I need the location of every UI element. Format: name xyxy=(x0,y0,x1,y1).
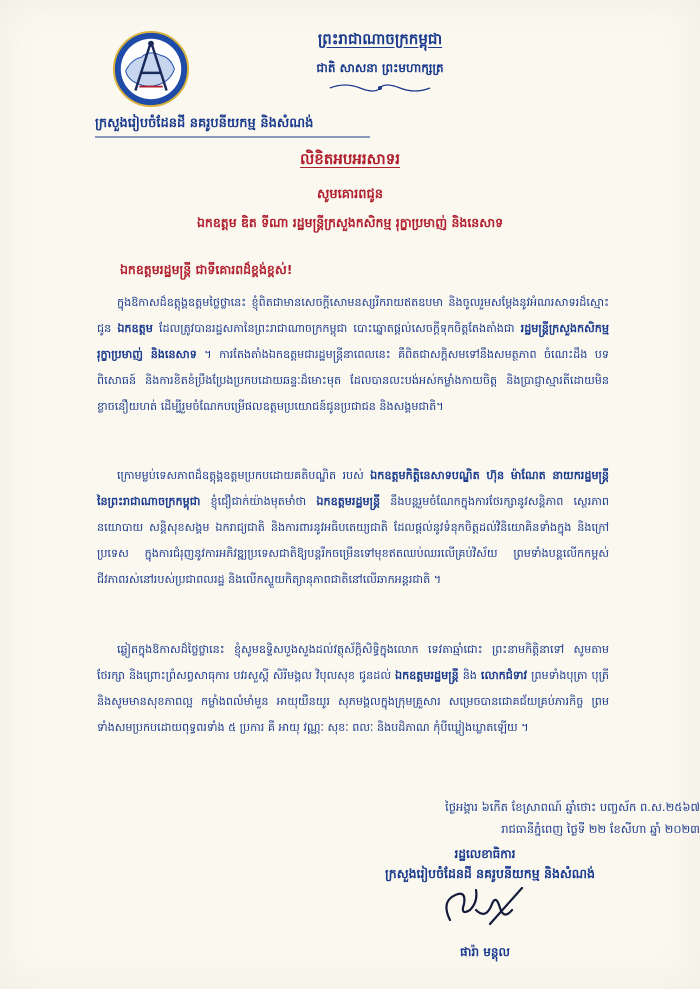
signer-organization: ក្រសួងរៀបចំដែនដី នគរូបនីយកម្ម និងសំណង់ xyxy=(385,866,595,881)
p3-text-a: ឆ្លៀតក្នុងឱកាសដ៏ថ្លៃថ្លានេះ ខ្ញុំសូមឧទ្ទិសបួងសួងដល់វត្ថុស័ក្តិសិទ្ធិក្នុងលោក ទេវតាឆ្មាំជោះ ព្រះនាមកិត្តិនាទៅ សូមតាមថែរក្សា និងព្រោះព្រំសព្វសាធុការ បវរសួស្តី សិរីមង្គល វិបុលសុខ ជូនដល់ xyxy=(97,643,609,682)
p2-text-e: នឹងបន្តរួមចំណែកក្នុងការថែរក្សានូវសន្តិភាព ស្ថេរភាពនយោបាយ សន្តិសុខសង្គម ឯករាជ្យជាតិ និងការពារនូវអធិបតេយ្យជាតិ ដែលផ្តល់នូវទំនុកចិត្តដល់វិនិយោគិនទាំងក្នុង និងក្រៅប្រទេស ក្នុងការជំរុញនូវការអភិវឌ្ឍប្រទេសជាតិឱ្យបន្តរីកចម្រើនទៅមុខឥតឈប់ឈរលើគ្រប់វិស័យ ព្រមទាំងបន្តលើកកម្ពស់ជីវភាពរស់នៅរបស់ប្រជាពលរដ្ឋ និងលើកស្ទួយកិត្យានុភាពជាតិនៅលើឆាកអន្តរជាតិ ។ xyxy=(97,495,610,586)
p1-text-a: ក្នុងឱកាសដ៏ឧត្តុង្គឧត្តមថ្លៃថ្លានេះ ខ្ញុំពិតជាមានសេចក្តីសោមនស្សរីករាយឥតឧបមា និងចូលរួមសម្តែងនូវអំណរសាទរដ៏ស្មោះ ជូន xyxy=(97,296,609,335)
kingdom-name: ព្រះរាជាណាចក្រកម្ពុជា xyxy=(317,30,443,48)
kingdom-header xyxy=(230,30,530,98)
ministry-seal-logo xyxy=(112,30,190,108)
paragraph-1 xyxy=(97,290,609,420)
signer-title: រដ្ឋលេខាធិការ xyxy=(454,847,516,861)
solar-date: រាជធានីភ្នំពេញ ថ្ងៃទី ២២ ខែសីហា ឆ្នាំ ២០២៣ xyxy=(501,822,700,836)
p2-text-c: ខ្ញុំជឿជាក់យ៉ាងមុតមាំថា xyxy=(210,495,307,508)
paragraph-2 xyxy=(97,463,609,593)
recipient-line: ឯកឧត្តម ឌិត ទីណា រដ្ឋមន្ត្រីក្រសួងកសិកម្ម រុក្ខាប្រមាញ់ និងនេសាទ xyxy=(196,215,504,230)
p2-text-b: ឯកឧត្តមកិត្តិនេសាទបណ្ឌិត ហ៊ុន ម៉ាណែត នាយករដ្ឋមន្ត្រី នៃព្រះរាជាណាចក្រកម្ពុជា xyxy=(97,469,609,508)
p1-text-d: រដ្ឋមន្ត្រីក្រសួងកសិកម្ម រុក្ខាប្រមាញ់ និងនេសាទ xyxy=(97,322,609,361)
p3-text-d: លោកជំទាវ xyxy=(480,669,528,682)
p3-text-b: ឯកឧត្តមរដ្ឋមន្ត្រី xyxy=(394,669,459,682)
letter-type: លិខិតអបអរសាទរ xyxy=(300,150,400,168)
handwritten-signature xyxy=(430,880,540,940)
ministry-underline xyxy=(95,135,370,139)
p2-text-d: ឯកឧត្តមរដ្ឋមន្ត្រី xyxy=(316,495,381,508)
p1-text-e: ។ ការតែងតាំងឯកឧត្តមជារដ្ឋមន្ត្រីនាពេលនេះ គឺពិតជាសក្តិសមទៅនឹងសមត្ថភាព ចំណេះដឹង បទពិសោធន៍ និងការខិតខំប្រឹងប្រែងប្រកបដោយឆន្ទៈដ៏មោះមុត ដែលបានលះបង់អស់កម្លាំងកាយចិត្ត និងប្រាជ្ញាស្មារតីដោយមិនខ្លាចនឿយហត់ ដើម្បីរួមចំណែកបម្រើផលឧត្តមប្រយោជន៍ជូនប្រជាជន និងសង្គមជាតិ។ xyxy=(97,348,609,413)
ministry-name: ក្រសួងរៀបចំដែនដី នគរូបនីយកម្ម និងសំណង់ xyxy=(95,116,314,131)
divider-ornament-icon xyxy=(325,82,435,94)
p1-text-b: ឯកឧត្តម xyxy=(117,322,153,335)
respectfully-to: សូមគោរពជូន xyxy=(316,187,383,202)
salutation: ឯកឧត្តមរដ្ឋមន្ត្រី ជាទីគោរពដ៏ខ្ពង់ខ្ពស់! xyxy=(120,262,293,277)
letter-titles xyxy=(0,150,700,234)
p2-text-a: ក្រោមម្លប់ទេសភាពដ៏ឧត្តុង្គឧត្តមប្រកបដោយគតិបណ្ឌិត របស់ xyxy=(117,469,364,482)
p3-text-c: និង xyxy=(462,669,477,682)
national-motto: ជាតិ សាសនា ព្រះមហាក្សត្រ xyxy=(316,61,444,75)
p1-text-c: ដែលត្រូវបានរដ្ឋសភានៃព្រះរាជាណាចក្រកម្ពុជា បោះឆ្នោតផ្តល់សេចក្តីទុកចិត្តតែងតាំងជា xyxy=(158,322,515,335)
p3-text-e: ព្រមទាំងបុត្រា បុត្រី និងសូមមានសុខភាពល្អ កម្លាំងពលំមាំមួន អាយុយឺនយូរ សុភមង្គលក្នុងក្រុមគ្រួសារ សម្រេចបានជោគជ័យគ្រប់ភារកិច្ច ព្រមទាំងសមប្រកបដោយពុទ្ធពរទាំង ៥ ប្រការ គឺ អាយុ វណ្ណៈ សុខៈ ពលៈ និងបដិភាណ កុំបីឃ្លៀងឃ្លាតឡើយ ។ xyxy=(97,669,610,734)
lunar-date: ថ្ងៃអង្គារ ៦កើត ខែស្រាពណ៍ ឆ្នាំថោះ បញ្ចស័ក ព.ស.២៥៦៧ xyxy=(445,800,700,814)
signer-name: ផារ៉ា មន្តុល xyxy=(460,945,510,959)
paragraph-3 xyxy=(97,637,609,741)
